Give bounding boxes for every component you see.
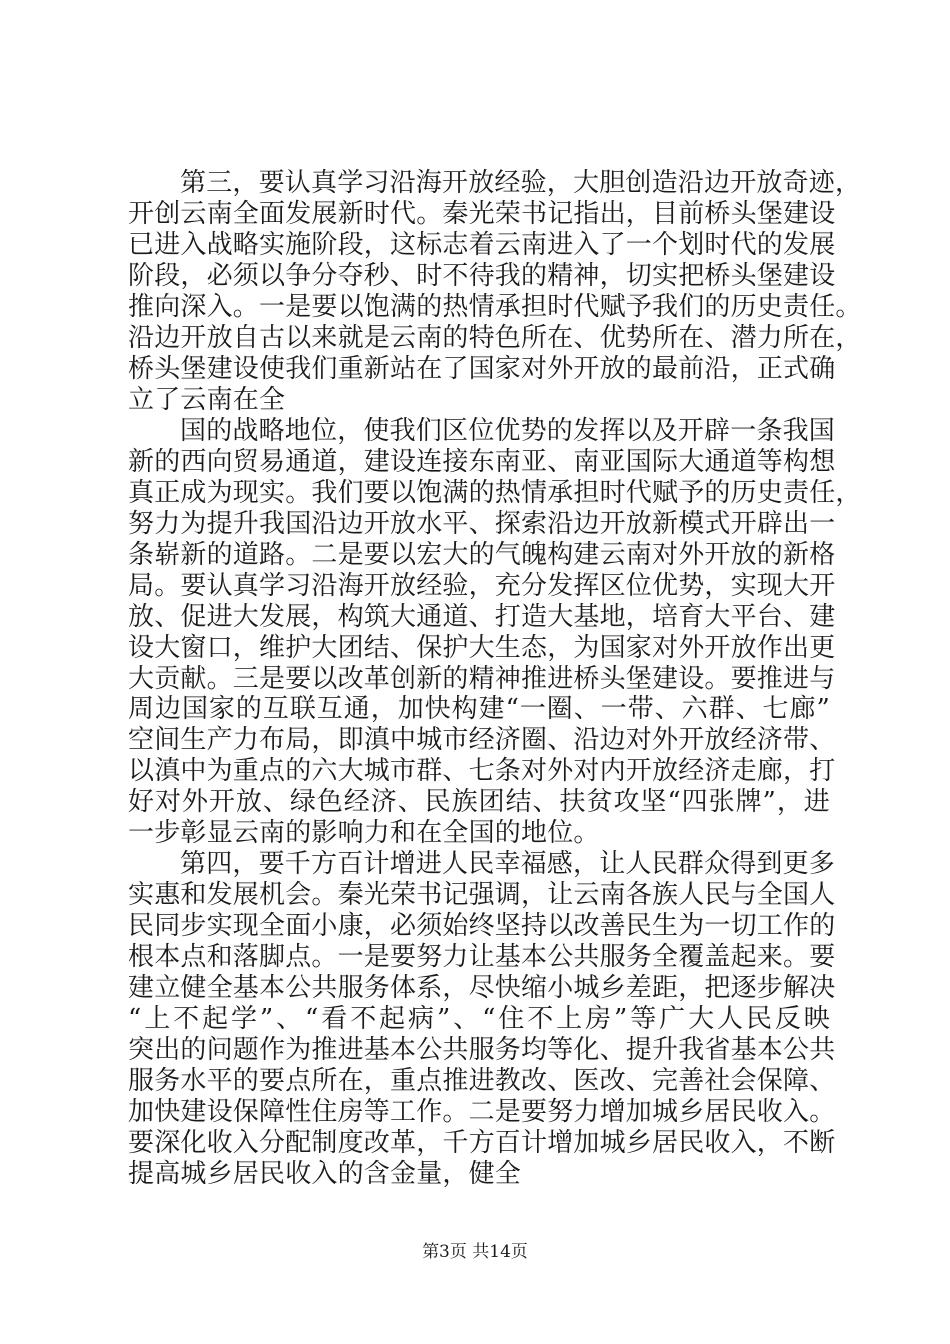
text-line: 局。要认真学习沿海开放经验，充分发挥区位优势，实现大开 bbox=[128, 570, 836, 601]
text-line: 第四，要千方百计增进人民幸福感，让人民群众得到更多 bbox=[180, 849, 836, 880]
text-line: 沿边开放自古以来就是云南的特色所在、优势所在、潜力所在， bbox=[128, 322, 862, 353]
text-line: 开创云南全面发展新时代。秦光荣书记指出，目前桥头堡建设 bbox=[128, 198, 836, 229]
text-line: 阶段，必须以争分夺秒、时不待我的精神，切实把桥头堡建设 bbox=[128, 260, 836, 291]
text-line: 民同步实现全面小康，必须始终坚持以改善民生为一切工作的 bbox=[128, 911, 836, 942]
text-line: 已进入战略实施阶段，这标志着云南进入了一个划时代的发展 bbox=[128, 229, 836, 260]
text-line: 真正成为现实。我们要以饱满的热情承担时代赋予的历史责任， bbox=[128, 477, 862, 508]
text-line: 提高城乡居民收入的含金量，健全 bbox=[128, 1159, 522, 1190]
text-line: 实惠和发展机会。秦光荣书记强调，让云南各族人民与全国人 bbox=[128, 880, 836, 911]
text-line: 周边国家的互联互通，加快构建“一圈、一带、六群、七廊” bbox=[128, 694, 830, 725]
text-line: 空间生产力布局，即滇中城市经济圈、沿边对外开放经济带、 bbox=[128, 725, 836, 756]
text-line: 放、促进大发展，构筑大通道、打造大基地，培育大平台、建 bbox=[128, 601, 836, 632]
text-line: 立了云南在全 bbox=[128, 384, 286, 415]
text-line: 大贡献。三是要以改革创新的精神推进桥头堡建设。要推进与 bbox=[128, 663, 836, 694]
text-line: 根本点和落脚点。一是要努力让基本公共服务全覆盖起来。要 bbox=[128, 942, 836, 973]
text-line: “上不起学”、“看不起病”、“住不上房”等广大人民反映 bbox=[128, 1004, 830, 1035]
text-line: 努力为提升我国沿边开放水平、探索沿边开放新模式开辟出一 bbox=[128, 508, 836, 539]
page-footer: 第3页 共14页 bbox=[422, 1242, 528, 1262]
text-line: 第三，要认真学习沿海开放经验，大胆创造沿边开放奇迹， bbox=[180, 168, 862, 198]
text-line: 推向深入。一是要以饱满的热情承担时代赋予我们的历史责任。 bbox=[128, 291, 862, 322]
text-line: 服务水平的要点所在，重点推进教改、医改、完善社会保障、 bbox=[128, 1066, 836, 1097]
text-line: 国的战略地位，使我们区位优势的发挥以及开辟一条我国 bbox=[180, 415, 836, 446]
text-line: 条崭新的道路。二是要以宏大的气魄构建云南对外开放的新格 bbox=[128, 539, 836, 570]
text-line: 好对外开放、绿色经济、民族团结、扶贫攻坚“四张牌”，进 bbox=[128, 787, 830, 818]
text-line: 加快建设保障性住房等工作。二是要努力增加城乡居民收入。 bbox=[128, 1097, 836, 1128]
text-line: 建立健全基本公共服务体系，尽快缩小城乡差距，把逐步解决 bbox=[128, 973, 836, 1004]
text-line: 设大窗口，维护大团结、保护大生态，为国家对外开放作出更 bbox=[128, 632, 836, 663]
text-line: 新的西向贸易通道，建设连接东南亚、南亚国际大通道等构想 bbox=[128, 446, 836, 477]
text-line: 桥头堡建设使我们重新站在了国家对外开放的最前沿，正式确 bbox=[128, 353, 836, 384]
text-line: 要深化收入分配制度改革，千方百计增加城乡居民收入，不断 bbox=[128, 1128, 836, 1159]
text-line: 以滇中为重点的六大城市群、七条对外对内开放经济走廊，打 bbox=[128, 756, 836, 787]
text-line: 一步彰显云南的影响力和在全国的地位。 bbox=[128, 818, 600, 849]
text-line: 突出的问题作为推进基本公共服务均等化、提升我省基本公共 bbox=[128, 1035, 836, 1066]
